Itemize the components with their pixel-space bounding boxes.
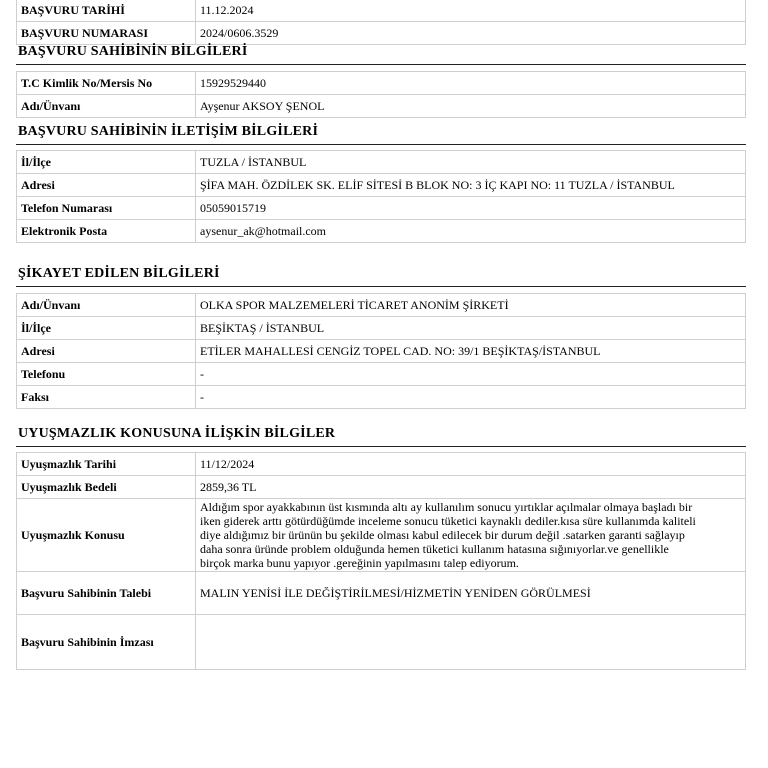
contact-phone-value: 05059015719 [196, 197, 746, 220]
contact-email-label: Elektronik Posta [17, 220, 196, 243]
complaint-fax-value: - [196, 386, 746, 409]
dispute-subject-line: Aldığım spor ayakkabının üst kısmında altı ay kullanılım sonucu yırtıklar açılmalar olmaya başladı bir [200, 500, 693, 514]
complaint-city-label: İl/İlçe [17, 317, 196, 340]
table-row [17, 340, 746, 363]
dispute-subject-line: daha sonra üründe problem olduğunda hemen tüketici kullanım hatasına sığınıyorlar.ve genellikle [200, 542, 669, 556]
dispute-date-label: Uyuşmazlık Tarihi [17, 453, 196, 476]
applicant-id-label: T.C Kimlik No/Mersis No [17, 72, 196, 95]
applicant-section-title: BAŞVURU SAHİBİNİN BİLGİLERİ [18, 44, 248, 59]
table-row [17, 615, 746, 670]
application-date-value: 11.12.2024 [196, 0, 746, 22]
complaint-fax-label: Faksı [17, 386, 196, 409]
complaint-address-value: ETİLER MAHALLESİ CENGİZ TOPEL CAD. NO: 39/1 BEŞİKTAŞ/İSTANBUL [196, 340, 746, 363]
complaint-name-value: OLKA SPOR MALZEMELERİ TİCARET ANONİM ŞİRKETİ [196, 294, 746, 317]
table-row [17, 453, 746, 476]
section-divider [16, 64, 746, 65]
table-row [17, 0, 746, 22]
contact-phone-label: Telefon Numarası [17, 197, 196, 220]
dispute-subject-label: Uyuşmazlık Konusu [17, 499, 196, 572]
table-row [17, 572, 746, 615]
table-row [17, 317, 746, 340]
table-row [17, 151, 746, 174]
table-row [17, 22, 746, 45]
table-row [17, 363, 746, 386]
table-row [17, 72, 746, 95]
application-header-table [16, 0, 746, 45]
table-row [17, 197, 746, 220]
dispute-section-title: UYUŞMAZLIK KONUSUNA İLİŞKİN BİLGİLER [18, 426, 336, 441]
contact-section-title: BAŞVURU SAHİBİNİN İLETİŞİM BİLGİLERİ [18, 124, 319, 139]
applicant-name-value: Ayşenur AKSOY ŞENOL [196, 95, 746, 118]
applicant-id-value: 15929529440 [196, 72, 746, 95]
table-row [17, 220, 746, 243]
application-number-value: 2024/0606.3529 [196, 22, 746, 45]
signature-label: Başvuru Sahibinin İmzası [17, 615, 196, 670]
contact-city-label: İl/İlçe [17, 151, 196, 174]
complaint-address-label: Adresi [17, 340, 196, 363]
dispute-subject-line: diye aldığımız bir ürünün bu şekilde olması kabul edilecek bir durum değil .satarken garanti sağlayıp [200, 528, 685, 542]
contact-address-label: Adresi [17, 174, 196, 197]
complaint-table [16, 293, 746, 409]
complaint-phone-label: Telefonu [17, 363, 196, 386]
dispute-date-value: 11/12/2024 [196, 453, 746, 476]
application-number-label: BAŞVURU NUMARASI [17, 22, 196, 45]
applicant-name-label: Adı/Ünvanı [17, 95, 196, 118]
section-divider [16, 286, 746, 287]
section-divider [16, 144, 746, 145]
dispute-amount-label: Uyuşmazlık Bedeli [17, 476, 196, 499]
table-row [17, 476, 746, 499]
applicant-table [16, 71, 746, 118]
signature-field [196, 615, 746, 670]
dispute-table [16, 452, 746, 670]
dispute-amount-value: 2859,36 TL [196, 476, 746, 499]
contact-table [16, 150, 746, 243]
table-row [17, 499, 746, 572]
dispute-subject-line: iken giderek arttı götürdüğümde inceleme sonucu tüketici kaynaklı dediler.kısa süre kullanımda kaliteli [200, 514, 696, 528]
request-value: MALIN YENİSİ İLE DEĞİŞTİRİLMESİ/HİZMETİN YENİDEN GÖRÜLMESİ [196, 572, 746, 615]
complaint-name-label: Adı/Ünvanı [17, 294, 196, 317]
contact-email-value: aysenur_ak@hotmail.com [196, 220, 746, 243]
complaint-phone-value: - [196, 363, 746, 386]
dispute-subject-value [196, 499, 746, 572]
table-row [17, 95, 746, 118]
table-row [17, 174, 746, 197]
complaint-city-value: BEŞİKTAŞ / İSTANBUL [196, 317, 746, 340]
contact-address-value: ŞİFA MAH. ÖZDİLEK SK. ELİF SİTESİ B BLOK NO: 3 İÇ KAPI NO: 11 TUZLA / İSTANBUL [196, 174, 746, 197]
complaint-section-title: ŞİKAYET EDİLEN BİLGİLERİ [18, 266, 220, 281]
request-label: Başvuru Sahibinin Talebi [17, 572, 196, 615]
table-row [17, 386, 746, 409]
contact-city-value: TUZLA / İSTANBUL [196, 151, 746, 174]
table-row [17, 294, 746, 317]
application-date-label: BAŞVURU TARİHİ [17, 0, 196, 22]
dispute-subject-line: birçok marka bunu yapıyor .gereğinin yapılmasını talep ediyorum. [200, 556, 519, 570]
section-divider [16, 446, 746, 447]
